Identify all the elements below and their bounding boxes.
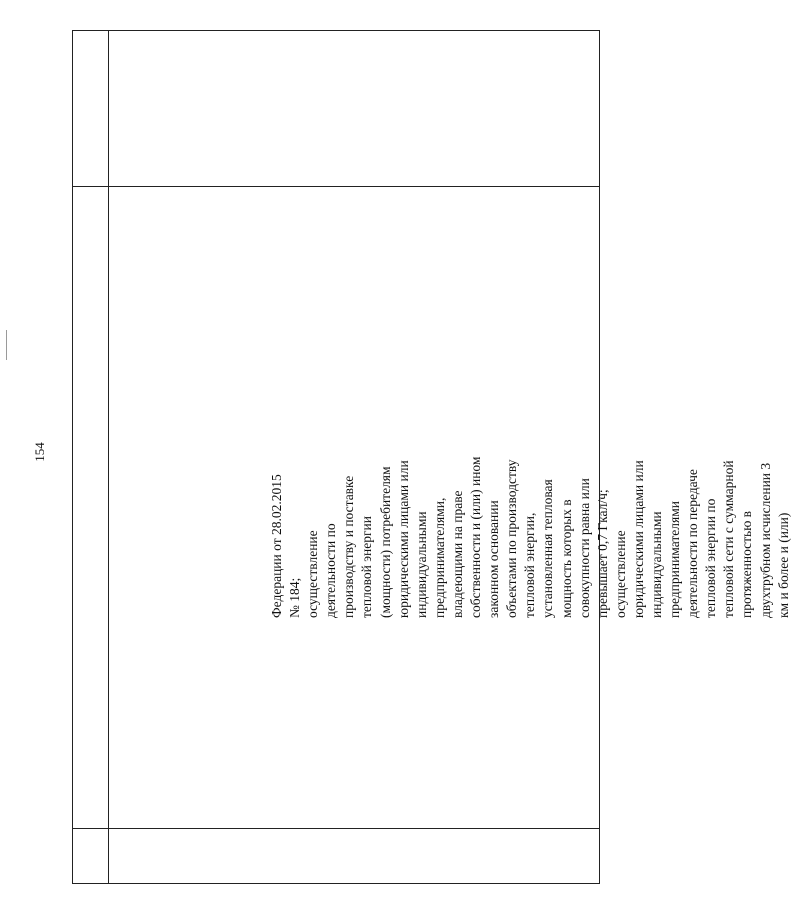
cell-line: деятельности по: [323, 523, 339, 618]
cell-line: владеющими на праве: [449, 490, 465, 618]
cell-line: юридическими лицами или: [630, 460, 646, 618]
row-divider-bottom: [73, 828, 599, 829]
cell-line: индивидуальными: [648, 511, 664, 618]
cell-line: установленная тепловая: [540, 479, 556, 618]
page-number: 154: [32, 442, 47, 462]
scan-edge-mark: [6, 330, 7, 360]
table-cell-text: [268, 212, 793, 618]
cell-line: осуществление: [612, 530, 628, 618]
cell-line: юридическими лицами или: [395, 460, 411, 618]
cell-line: (мощности) потребителям: [377, 466, 393, 618]
cell-line: двухтрубном исчислении 3: [757, 462, 773, 618]
row-divider-top: [73, 186, 599, 187]
cell-line: тепловой энергии: [359, 516, 375, 618]
cell-line: тепловой энергии,: [522, 512, 538, 618]
cell-line: индивидуальными: [413, 511, 429, 618]
cell-line: деятельности по передаче: [685, 469, 701, 618]
cell-line: № 184;: [287, 577, 303, 618]
cell-line: объектами по производству: [504, 459, 520, 618]
cell-line: тепловой сети с суммарной: [721, 460, 737, 618]
cell-line: законном основании: [486, 500, 502, 618]
cell-line: протяженностью в: [739, 510, 755, 618]
cell-line: Федерации от 28.02.2015: [269, 474, 284, 618]
cell-line: мощность которых в: [558, 499, 574, 618]
cell-line: км и более и (или): [775, 512, 791, 618]
cell-line: производству и поставке: [341, 475, 357, 618]
cell-line: предпринимателями: [667, 500, 683, 618]
column-divider: [108, 31, 109, 883]
cell-line: совокупности равна или: [576, 478, 592, 618]
cell-line: превышает 0,7 Гкал/ч;: [594, 489, 610, 618]
cell-line: осуществление: [305, 530, 321, 618]
cell-line: тепловой энергии по: [703, 498, 719, 618]
cell-line: собственности и (или) ином: [468, 456, 484, 618]
cell-line: предпринимателями,: [431, 497, 447, 618]
